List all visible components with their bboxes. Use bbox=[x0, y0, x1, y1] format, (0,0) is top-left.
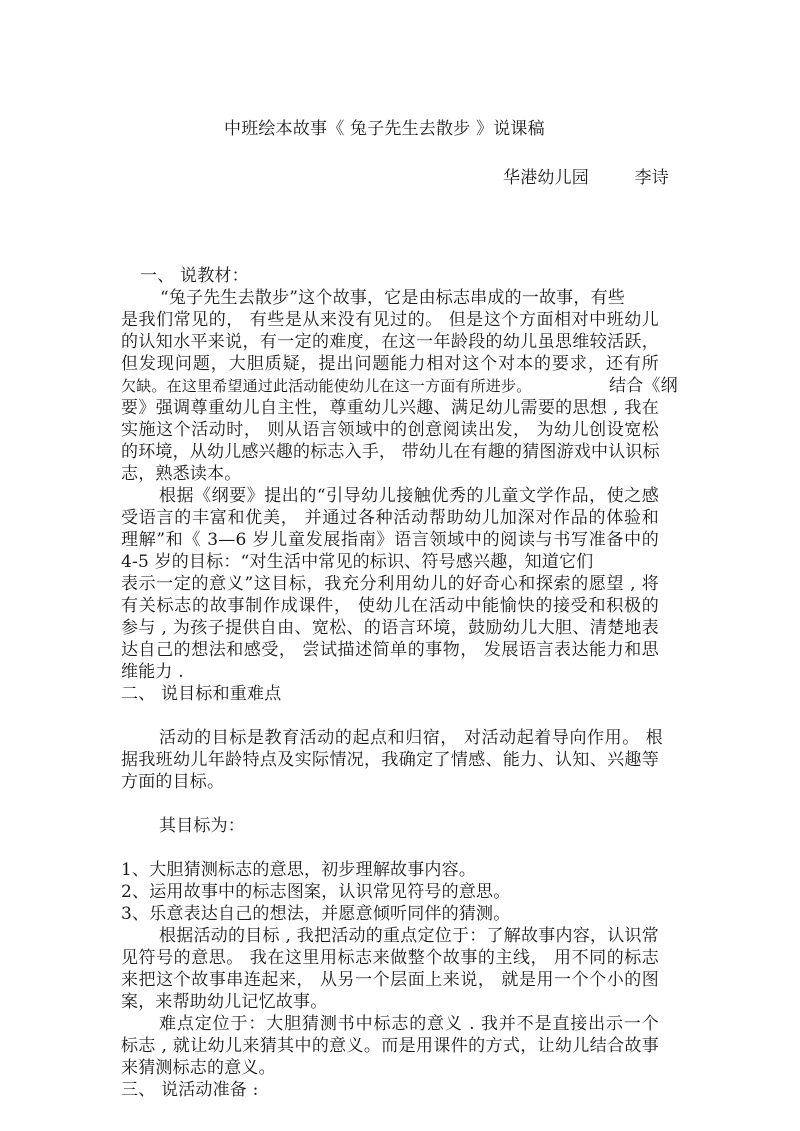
goal-item: 1、大胆猜测标志的意思，初步理解故事内容。 bbox=[121, 860, 477, 880]
paragraph-line: 维能力 . bbox=[121, 662, 184, 682]
paragraph-line: 标志 , 就让幼儿来猜其中的意义。而是用课件的方式，让幼儿结合故事 bbox=[121, 1036, 659, 1056]
paragraph-line: 难点定位于：大胆猜测书中标志的意义 . 我并不是直接出示一个 bbox=[159, 1014, 659, 1034]
paragraph-line: 的环境，从幼儿感兴趣的标志入手， 带幼儿在有趣的猜图游戏中认识标 bbox=[121, 442, 660, 462]
paragraph-line: 表示一定的意义”这目标，我充分利用幼儿的好奇心和探索的愿望 , 将 bbox=[121, 574, 659, 594]
paragraph-line: 见符号的意思。 我在这里用标志来做整个故事的主线， 用不同的标志 bbox=[121, 948, 659, 968]
paragraph-line: 但发现问题，大胆质疑，提出问题能力相对这个对本的要求，还有所 bbox=[121, 354, 659, 374]
paragraph-line: 达自己的想法和感受， 尝试描述简单的事物， 发展语言表达能力和思 bbox=[121, 640, 659, 660]
paragraph-line: “兔子先生去散步”这个故事，它是由标志串成的一故事，有些 bbox=[160, 288, 625, 308]
paragraph-line: 志，熟悉读本。 bbox=[121, 464, 242, 484]
paragraph-line: 实施这个活动时， 则从语言领域中的创意阅读出发， 为幼儿创设宽松 bbox=[121, 420, 659, 440]
paragraph-line: 理解”和《 3—6 岁儿童发展指南》语言领域中的阅读与书写准备中的 bbox=[121, 530, 659, 550]
paragraph-line: 是我们常见的， 有些是从来没有见过的。 但是这个方面相对中班幼儿 bbox=[121, 310, 659, 330]
paragraph-line: 据我班幼儿年龄特点及实际情况，我确定了情感、能力、认知、兴趣等 bbox=[121, 750, 659, 770]
author-line: 华港幼儿园 李诗 bbox=[503, 168, 670, 188]
document-title: 中班绘本故事《 兔子先生去散步 》说课稿 bbox=[224, 119, 545, 139]
goal-item: 3、乐意表达自己的想法，并愿意倾听同伴的猜测。 bbox=[121, 904, 511, 924]
paragraph-line: 来把这个故事串连起来， 从另一个层面上来说， 就是用一个个小的图 bbox=[121, 970, 659, 990]
goal-item: 2、运用故事中的标志图案，认识常见符号的意思。 bbox=[121, 882, 511, 902]
paragraph-line: 受语言的丰富和优美， 并通过各种活动帮助幼儿加深对作品的体验和 bbox=[121, 508, 659, 528]
paragraph-line: 根据《纲要》提出的“引导幼儿接触优秀的儿童文学作品，使之感 bbox=[159, 486, 659, 506]
paragraph-line: 的认知水平来说，有一定的难度，在这一年龄段的幼儿虽思维较活跃， bbox=[121, 332, 659, 352]
paragraph-line: 要》强调尊重幼儿自主性，尊重幼儿兴趣、满足幼儿需要的思想 , 我在 bbox=[121, 398, 659, 418]
paragraph-line: 参与 , 为孩子提供自由、宽松、的语言环境，鼓励幼儿大胆、清楚地表 bbox=[121, 618, 659, 638]
section-heading-2: 二、 说目标和重难点 bbox=[121, 684, 282, 704]
paragraph-line: 有关标志的故事制作成课件， 使幼儿在活动中能愉快的接受和积极的 bbox=[121, 596, 659, 616]
paragraph-line: 来猜测标志的意义。 bbox=[121, 1058, 276, 1078]
paragraph-line: 结合《纲 bbox=[609, 376, 678, 396]
paragraph-line: 案，来帮助幼儿记忆故事。 bbox=[121, 992, 328, 1012]
goals-intro: 其目标为： bbox=[159, 816, 245, 836]
section-heading-3: 三、 说活动准备 : bbox=[121, 1080, 259, 1100]
paragraph-line: 根据活动的目标 , 我把活动的重点定位于：了解故事内容，认识常 bbox=[159, 926, 659, 946]
paragraph-line: 方面的目标。 bbox=[121, 772, 225, 792]
paragraph-line: 活动的目标是教育活动的起点和归宿， 对活动起着导向作用。 根 bbox=[159, 728, 663, 748]
paragraph-line: 4-5 岁的目标：“对生活中常见的标识、符号感兴趣，知道它们 bbox=[121, 552, 594, 572]
paragraph-line: 欠缺。在这里希望通过此活动能使幼儿在这一方面有所进步。 bbox=[121, 377, 532, 395]
section-heading-1: 一、 说教材： bbox=[140, 266, 249, 286]
